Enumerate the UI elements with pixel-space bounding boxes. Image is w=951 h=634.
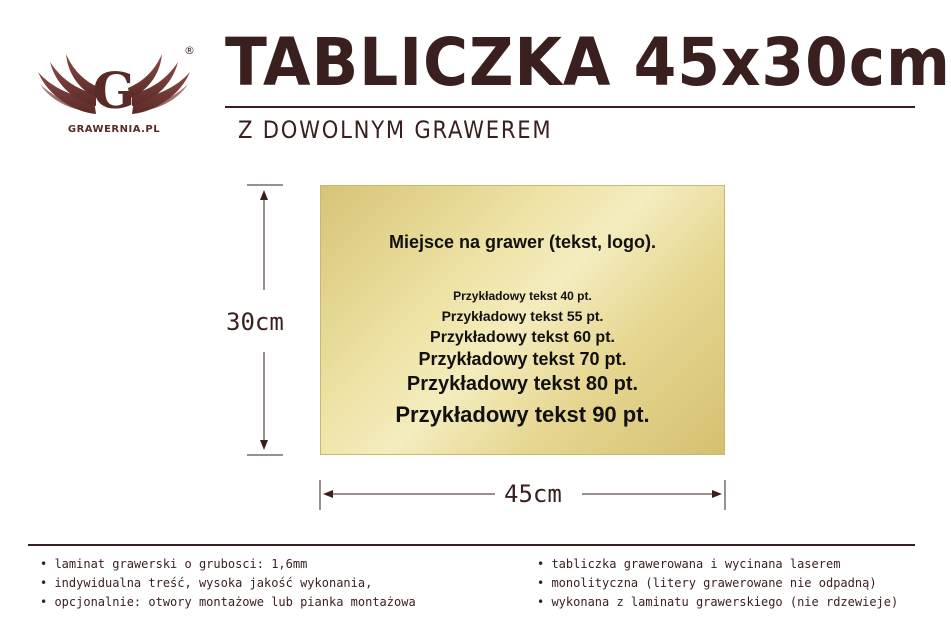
page-title: TABLICZKA 45x30cm [225, 24, 951, 101]
feature-left-1: • laminat grawerski o grubosci: 1,6mm [40, 557, 308, 571]
logo-letter: G [92, 61, 136, 120]
logo-text: GRAWERNIA.PL [67, 124, 161, 135]
plate-heading: Miejsce na grawer (tekst, logo). [388, 232, 657, 252]
gold-plate [320, 185, 725, 455]
left-arrow-icon [323, 490, 333, 498]
feature-right-3: • wykonana z laminatu grawerskiego (nie rdzewieje) [537, 595, 899, 609]
down-arrow-icon [260, 440, 268, 450]
sample-text-55pt: Przykładowy tekst 55 pt. [441, 308, 604, 324]
registered-mark: ® [184, 44, 195, 57]
sample-text-70pt: Przykładowy tekst 70 pt. [418, 349, 627, 369]
footer-divider [28, 544, 915, 546]
feature-left-3: • opcjonalnie: otwory montażowe lub pianka montażowa [40, 595, 416, 609]
sample-text-40pt: Przykładowy tekst 40 pt. [453, 289, 592, 303]
page-subtitle: Z DOWOLNYM GRAWEREM [238, 116, 553, 144]
sample-text-90pt: Przykładowy tekst 90 pt. [395, 402, 650, 427]
up-arrow-icon [260, 190, 268, 200]
right-arrow-icon [712, 490, 722, 498]
height-dimension-label: 30cm [226, 308, 284, 336]
sample-text-60pt: Przykładowy tekst 60 pt. [430, 329, 615, 346]
feature-left-2: • indywidualna treść, wysoka jakość wykonania, [40, 576, 373, 590]
width-dimension-label: 45cm [500, 480, 566, 508]
sample-text-80pt: Przykładowy tekst 80 pt. [406, 373, 639, 395]
feature-right-1: • tabliczka grawerowana i wycinana laserem [537, 557, 841, 571]
feature-right-2: • monolityczna (litery grawerowane nie odpadną) [537, 576, 877, 590]
